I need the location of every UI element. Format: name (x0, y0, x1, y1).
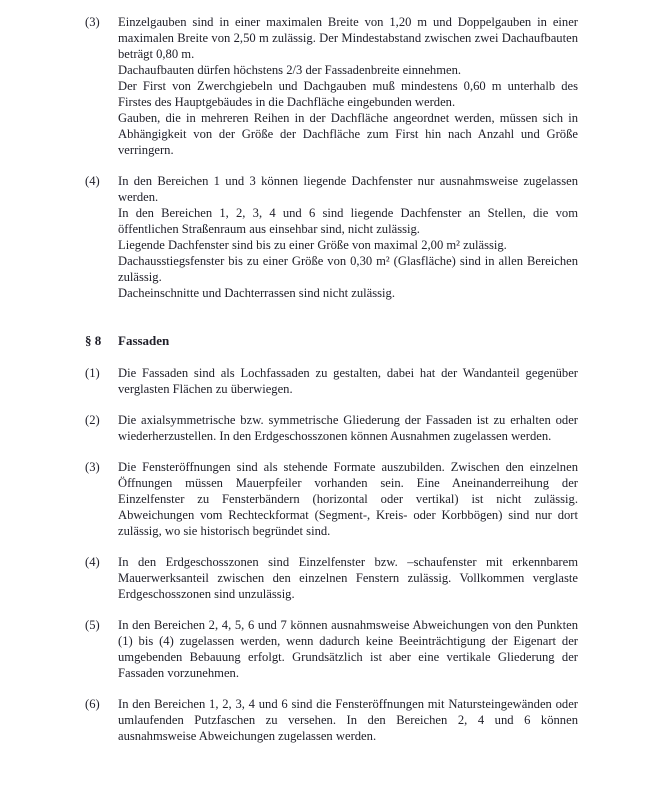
paragraph-line: Dachaufbauten dürfen höchstens 2/3 der Fassadenbreite einnehmen. (118, 63, 462, 77)
paragraph-item (85, 617, 578, 681)
paragraph-text (118, 554, 578, 602)
paragraph-line: Einzelgauben sind in einer maximalen Breite von 1,20 m und Doppelgauben in einer maximalen Breite von 2,50 m zulässig. Der Mindestabstand zwischen zwei Dachaufbauten beträgt 0,80 m. (118, 15, 578, 61)
section-title: Fassaden (118, 333, 170, 348)
paragraph-item (85, 459, 578, 539)
paragraph-number: (5) (85, 618, 100, 632)
paragraph-line: Dacheinschnitte und Dachterrassen sind nicht zulässig. (118, 286, 395, 300)
section-heading (85, 333, 578, 349)
paragraph-text (118, 696, 578, 744)
paragraph-number: (6) (85, 697, 100, 711)
paragraph-line: Liegende Dachfenster sind bis zu einer Größe von maximal 2,00 m² zulässig. (118, 238, 507, 252)
paragraph-line: Dachausstiegsfenster bis zu einer Größe von 0,30 m² (Glasfläche) sind in allen Bereichen zulässig. (118, 254, 578, 284)
paragraph-text (118, 365, 578, 397)
section-number: § 8 (85, 333, 102, 348)
paragraph-text (118, 459, 578, 539)
paragraph-text (118, 173, 578, 301)
paragraph-number: (3) (85, 15, 100, 29)
paragraph-line: Die Fassaden sind als Lochfassaden zu gestalten, dabei hat der Wandanteil gegenüber verglasten Flächen zu überwiegen. (118, 366, 578, 396)
paragraph-number: (2) (85, 413, 100, 427)
paragraph-line: In den Bereichen 1 und 3 können liegende Dachfenster nur ausnahmsweise zugelassen werden. (118, 174, 578, 204)
paragraph-text (118, 412, 578, 444)
paragraph-number: (4) (85, 555, 100, 569)
paragraph-number: (3) (85, 460, 100, 474)
paragraph-text (118, 617, 578, 681)
paragraph-item (85, 412, 578, 444)
paragraph-item (85, 14, 578, 158)
paragraph-item (85, 173, 578, 301)
paragraph-line: Die axialsymmetrische bzw. symmetrische Gliederung der Fassaden ist zu erhalten oder wiederherzustellen. In den Erdgeschosszonen können Ausnahmen zugelassen werden. (118, 413, 578, 443)
paragraph-item (85, 696, 578, 744)
paragraph-line: Der First von Zwerchgiebeln und Dachgauben muß mindestens 0,60 m unterhalb des Firstes des Hauptgebäudes in die Dachfläche eingebunden werden. (118, 79, 578, 109)
paragraph-item (85, 365, 578, 397)
paragraph-text (118, 14, 578, 158)
paragraph-line: In den Bereichen 2, 4, 5, 6 und 7 können ausnahmsweise Abweichungen von den Punkten (1) bis (4) zugelassen werden, wenn dadurch keine Beeinträchtigung der Eigenart der umgebenden Bebauung erfolgt. Grundsätzlich ist aber eine vertikale Gliederung der Fassaden vorzunehmen. (118, 618, 578, 680)
paragraph-line: Gauben, die in mehreren Reihen in der Dachfläche angeordnet werden, müssen sich in Abhängigkeit von der Größe der Dachfläche zum First hin nach Anzahl und Größe verringern. (118, 111, 578, 157)
paragraph-line: In den Erdgeschosszonen sind Einzelfenster bzw. –schaufenster mit erkennbarem Mauerwerksanteil zwischen den einzelnen Fenstern zulässig. Vollkommen verglaste Erdgeschosszonen sind unzulässig. (118, 555, 578, 601)
paragraph-number: (4) (85, 174, 100, 188)
paragraph-item (85, 554, 578, 602)
paragraph-line: In den Bereichen 1, 2, 3, 4 und 6 sind liegende Dachfenster an Stellen, die vom öffentlichen Straßenraum aus einsehbar sind, nicht zulässig. (118, 206, 578, 236)
paragraph-line: In den Bereichen 1, 2, 3, 4 und 6 sind die Fensteröffnungen mit Natursteingewänden oder umlaufenden Putzfaschen zu versehen. In den Bereichen 2, 4 und 6 können ausnahmsweise Abweichungen zugelassen werden. (118, 697, 578, 743)
paragraph-number: (1) (85, 366, 100, 380)
paragraph-line: Die Fensteröffnungen sind als stehende Formate auszubilden. Zwischen den einzelnen Öffnungen müssen Mauerpfeiler vorhanden sein. Eine Aneinanderreihung der Einzelfenster zu Fensterbändern (horizontal oder vertikal) ist nicht zulässig. Abweichungen vom Rechteckformat (Segment-, Kreis- oder Korbbögen) sind nur dort zulässig, wo sie historisch begründet sind. (118, 460, 578, 538)
